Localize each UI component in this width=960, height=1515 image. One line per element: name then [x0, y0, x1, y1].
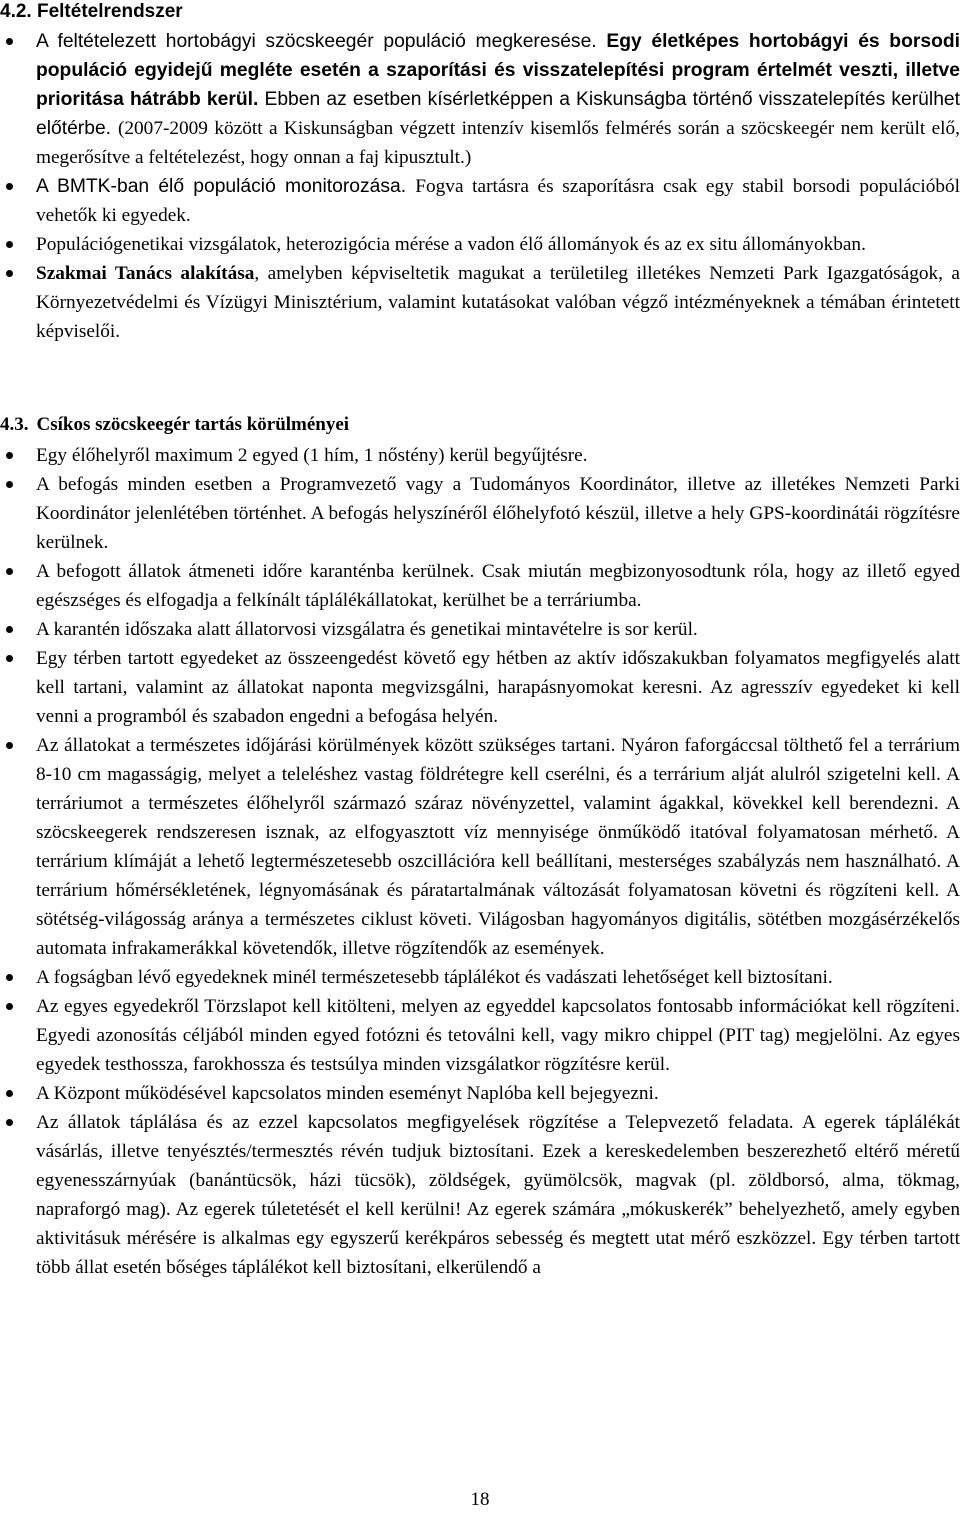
list-item [0, 615, 960, 644]
bullet-icon [6, 655, 13, 662]
section-number: 4.3. [0, 414, 29, 435]
list-item-text: Az állatokat a természetes időjárási körülmények között szükséges tartani. Nyáron faforgáccsal tölthető fel a terrárium 8-10 cm magasságig, melyet a teleléshez vastag földrétegre kell cserélni, és a terrárium alját alulról szigetelni kell. A terráriumot a természetes élőhelyről származó száraz növényzettel, valamint ágakkal, kövekkel kell berendezni. A szöcskeegerek rendszeresen isznak, az elfogyasztott víz mennyisége önműködő itatóval folyamatosan mérhető. A terrárium klímáját a lehető legtermészetesebb oszcillációra kell beállítani, mesterséges szabályzás nem használható. A terrárium hőmérsékletének, légnyomásának és páratartalmának változását folyamatosan követni és rögzíteni kell. A sötétség-világosság aránya a természetes ciklust követi. Világosban hagyományos digitális, sötétben mozgásérzékelős automata infrakamerákkal követendők, illetve rögzítendők az események. [36, 735, 960, 959]
list-item [0, 27, 960, 172]
section-title: Csíkos szöcskeegér tartás körülményei [36, 414, 350, 435]
list-item-text: A feltételezett hortobágyi szöcskeegér populáció megkeresése. [36, 31, 607, 52]
list-item-text: Egy élőhelyről maximum 2 egyed (1 hím, 1 nőstény) kerül begyűjtésre. [36, 445, 588, 466]
list-item [0, 992, 960, 1079]
bullet-icon [6, 241, 13, 248]
list-item-text: A BMTK-ban élő populáció monitorozása. [36, 176, 416, 197]
bullet-icon [6, 481, 13, 488]
list-item-text: A befogott állatok átmeneti időre karanténba kerülnek. Csak miután megbizonyosodtunk róla, hogy az illető egyed egészséges és elfogadja a felkínált táplálékállatokat, kerülhet be a terráriumba. [36, 561, 960, 611]
bullet-icon [6, 1003, 13, 1010]
list-item [0, 230, 960, 259]
section-title: Feltételrendszer [36, 1, 183, 22]
list-item-text: Az egyes egyedekről Törzslapot kell kitölteni, melyen az egyeddel kapcsolatos fontosabb információkat kell rögzíteni. Egyedi azonosítás céljából minden egyed fotózni és tetoválni kell, vagy mikro chippel (PIT tag) megjelölni. Az egyes egyedek testhossza, farokhossza és testsúlya minden vizsgálatkor rögzítésre kerül. [36, 996, 960, 1075]
bullet-icon [6, 270, 13, 277]
list-item-text: A befogás minden esetben a Programvezető vagy a Tudományos Koordinátor, illetve az illetékes Nemzeti Parki Koordinátor jelenlétében történhet. A befogás helyszínéről élőhelyfotó készül, illetve a hely GPS-koordinátái rögzítésre kerülnek. [36, 474, 960, 553]
list-item-text: Populációgenetikai vizsgálatok, heterozigócia mérése a vadon élő állományok és az ex situ állományokban. [36, 234, 866, 255]
bullet-icon [6, 38, 13, 45]
list-item-text: A karantén időszaka alatt állatorvosi vizsgálatra és genetikai mintavételre is sor kerül. [36, 619, 698, 640]
bullet-icon [6, 1119, 13, 1126]
list-item-text: A Központ működésével kapcsolatos minden eseményt Naplóba kell bejegyezni. [36, 1083, 659, 1104]
list-item-text: Fogva tartásra és szaporításra csak egy stabil borsodi populációból vehetők ki egyedek. [36, 176, 960, 226]
list-item [0, 557, 960, 615]
section-heading-4-3 [0, 413, 349, 437]
list-item-text: Az állatok táplálása és az ezzel kapcsolatos megfigyelések rögzítése a Telepvezető feladata. A egerek táplálékát vásárlás, illetve tenyésztés/termesztés révén tudjuk biztosítani. Ezek a kereskedelemben beszerezhető eltérő méretű egyenesszárnyúak (banántücsök, házi tücsök), zöldségek, gyümölcsök, magvak (pl. zöldborsó, alma, tökmag, napraforgó mag). Az egerek túletetését el kell kerülni! Az egerek számára „mókuskerék” behelyezhető, amely egyben aktivitásuk mérésére is alkalmas egy egyszerű kerékpáros sebesség és megtett utat mérő eszközzel. Egy térben tartott több állat esetén bőséges táplálékot kell biztosítani, elkerülendő a [36, 1112, 960, 1278]
list-item [0, 441, 960, 470]
list-item-text: Szakmai Tanács alakítása [36, 263, 255, 284]
feltetelrendszer-list [0, 27, 960, 346]
bullet-icon [6, 626, 13, 633]
list-item [0, 1108, 960, 1282]
section-number: 4.2. [0, 1, 32, 22]
list-item [0, 731, 960, 963]
bullet-icon [6, 742, 13, 749]
list-item [0, 1079, 960, 1108]
list-item [0, 259, 960, 346]
page-number: 18 [470, 1489, 490, 1510]
bullet-icon [6, 568, 13, 575]
list-item [0, 963, 960, 992]
section-heading-4-2 [0, 0, 183, 24]
tartas-korulmenyei-list [0, 441, 960, 1282]
list-item-text: Egy életképes hortobágyi és borsodi populáció egyidejű megléte esetén a szaporítási és visszatelepítési program értelmét veszti, illetve prioritása hátrább kerül. [36, 31, 960, 110]
bullet-icon [6, 452, 13, 459]
list-item [0, 644, 960, 731]
list-item-text: , amelyben képviseltetik magukat a területileg illetékes Nemzeti Park Igazgatóságok, a Környezetvédelmi és Vízügyi Minisztérium, valamint kutatásokat valóban végző intézményeknek a témában érintetett képviselői. [36, 263, 960, 342]
list-item-text: A fogságban lévő egyedeknek minél természetesebb táplálékot és vadászati lehetőséget kell biztosítani. [36, 967, 833, 988]
list-item [0, 470, 960, 557]
list-item-text: Egy térben tartott egyedeket az összeengedést követő egy hétben az aktív időszakukban folyamatos megfigyelés alatt kell tartani, valamint az állatokat naponta megvizsgálni, harapásnyomokat keresni. Az agresszív egyedeket ki kell venni a programból és szabadon engedni a befogása helyén. [36, 648, 960, 727]
list-item [0, 172, 960, 230]
list-item-text: (2007-2009 között a Kiskunságban végzett intenzív kisemlős felmérés során a szöcskeegér nem került elő, megerősítve a feltételezést, hogy onnan a faj kipusztult.) [36, 118, 960, 168]
list-item-text: Ebben az esetben kísérletképpen a Kiskunságba történő visszatelepítés kerülhet előtérbe. [36, 89, 960, 139]
bullet-icon [6, 1090, 13, 1097]
bullet-icon [6, 974, 13, 981]
bullet-icon [6, 183, 13, 190]
